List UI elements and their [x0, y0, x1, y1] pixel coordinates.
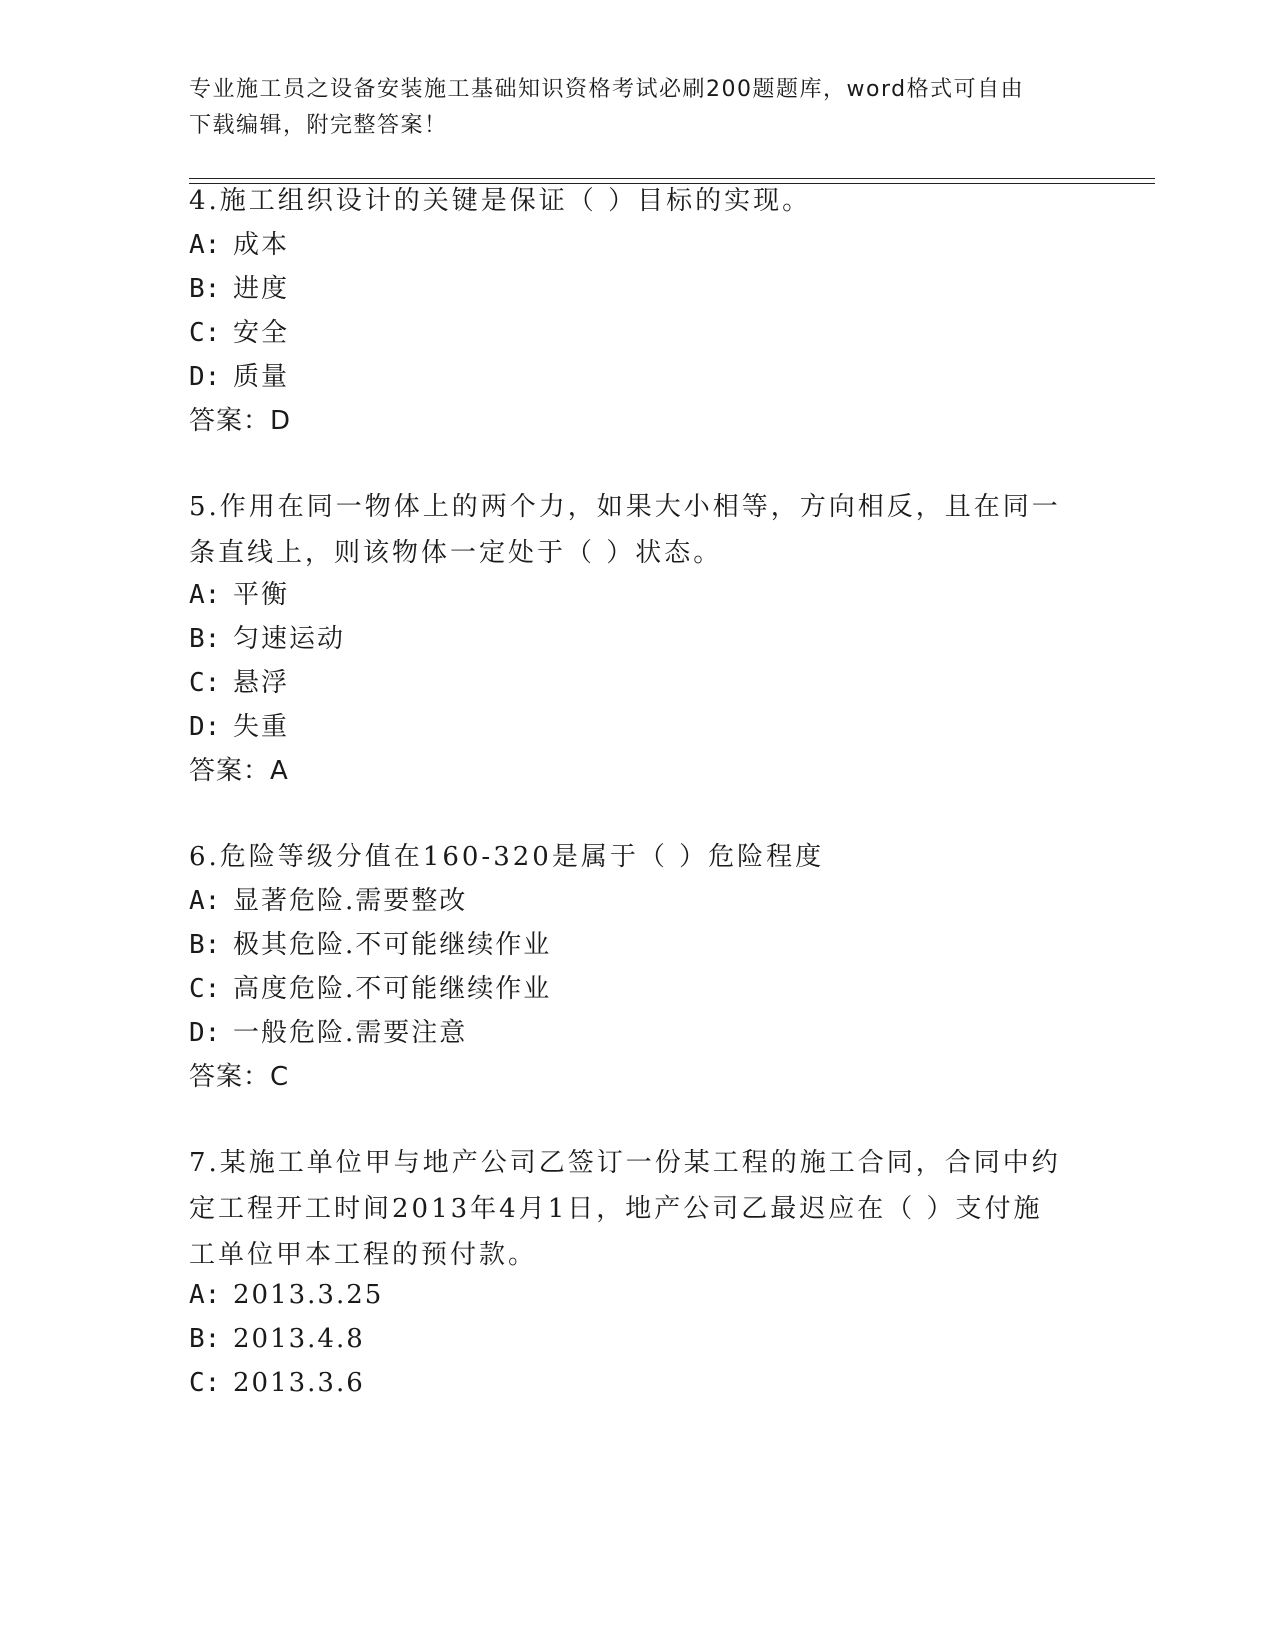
- option-text: 失重: [233, 712, 290, 742]
- option-label: C:: [189, 318, 221, 348]
- header-line-1: 专业施工员之设备安装施工基础知识资格考试必刷200题题库，word格式可自由: [189, 77, 1025, 102]
- question-7-option-b: [189, 1316, 365, 1362]
- option-label: D:: [189, 712, 221, 742]
- question-5-text: [189, 484, 1069, 576]
- question-4-answer: 答案：D: [189, 406, 292, 436]
- option-label: A:: [189, 580, 221, 610]
- question-5-option-c: [189, 660, 289, 706]
- question-4-option-a: [189, 222, 289, 268]
- option-text: 2013.3.6: [233, 1368, 365, 1398]
- question-4-text: [189, 178, 1069, 224]
- question-line: 7.某施工单位甲与地产公司乙签订一份某工程的施工合同，合同中约: [189, 1148, 1061, 1178]
- question-4-option-b: [189, 266, 289, 312]
- option-text: 安全: [233, 318, 290, 348]
- option-label: A:: [189, 1280, 221, 1310]
- option-text: 极其危险.不可能继续作业: [233, 930, 552, 960]
- question-6-option-a: [189, 878, 467, 924]
- option-text: 进度: [233, 274, 290, 304]
- option-text: 高度危险.不可能继续作业: [233, 974, 552, 1004]
- question-4-option-d: [189, 354, 289, 400]
- question-6-text: [189, 834, 1069, 880]
- question-6-answer: 答案：C: [189, 1062, 290, 1092]
- option-label: D:: [189, 1018, 221, 1048]
- question-6-option-b: [189, 922, 551, 968]
- option-label: B:: [189, 930, 221, 960]
- question-7-option-a: [189, 1272, 383, 1318]
- question-7-text: [189, 1140, 1069, 1278]
- option-text: 平衡: [233, 580, 290, 610]
- document-header: [189, 72, 1069, 144]
- question-line: 4.施工组织设计的关键是保证（ ）目标的实现。: [189, 186, 812, 216]
- question-6-option-d: [189, 1010, 467, 1056]
- option-label: C:: [189, 974, 221, 1004]
- question-line: 条直线上，则该物体一定处于（ ）状态。: [189, 538, 723, 568]
- question-line: 5.作用在同一物体上的两个力，如果大小相等，方向相反，且在同一: [189, 492, 1061, 522]
- question-5-option-a: [189, 572, 289, 618]
- option-text: 2013.4.8: [233, 1324, 365, 1354]
- option-text: 悬浮: [233, 668, 290, 698]
- question-6-option-c: [189, 966, 551, 1012]
- option-label: C:: [189, 1368, 221, 1398]
- option-label: B:: [189, 624, 221, 654]
- option-label: C:: [189, 668, 221, 698]
- option-label: D:: [189, 362, 221, 392]
- option-label: B:: [189, 274, 221, 304]
- question-5-answer: 答案：A: [189, 756, 289, 786]
- option-text: 匀速运动: [233, 624, 346, 654]
- question-4-option-c: [189, 310, 289, 356]
- question-7-option-c: [189, 1360, 365, 1406]
- question-line: 工单位甲本工程的预付款。: [189, 1240, 538, 1270]
- question-line: 定工程开工时间2013年4月1日，地产公司乙最迟应在（ ）支付施: [189, 1194, 1043, 1224]
- option-text: 质量: [233, 362, 290, 392]
- header-line-2: 下载编辑，附完整答案！: [189, 113, 448, 138]
- option-text: 成本: [233, 230, 290, 260]
- option-text: 一般危险.需要注意: [233, 1018, 468, 1048]
- option-label: A:: [189, 886, 221, 916]
- option-text: 2013.3.25: [233, 1280, 384, 1310]
- option-text: 显著危险.需要整改: [233, 886, 468, 916]
- option-label: A:: [189, 230, 221, 260]
- option-label: B:: [189, 1324, 221, 1354]
- question-5-option-d: [189, 704, 289, 750]
- question-line: 6.危险等级分值在160-320是属于（ ）危险程度: [189, 842, 825, 872]
- question-5-option-b: [189, 616, 345, 662]
